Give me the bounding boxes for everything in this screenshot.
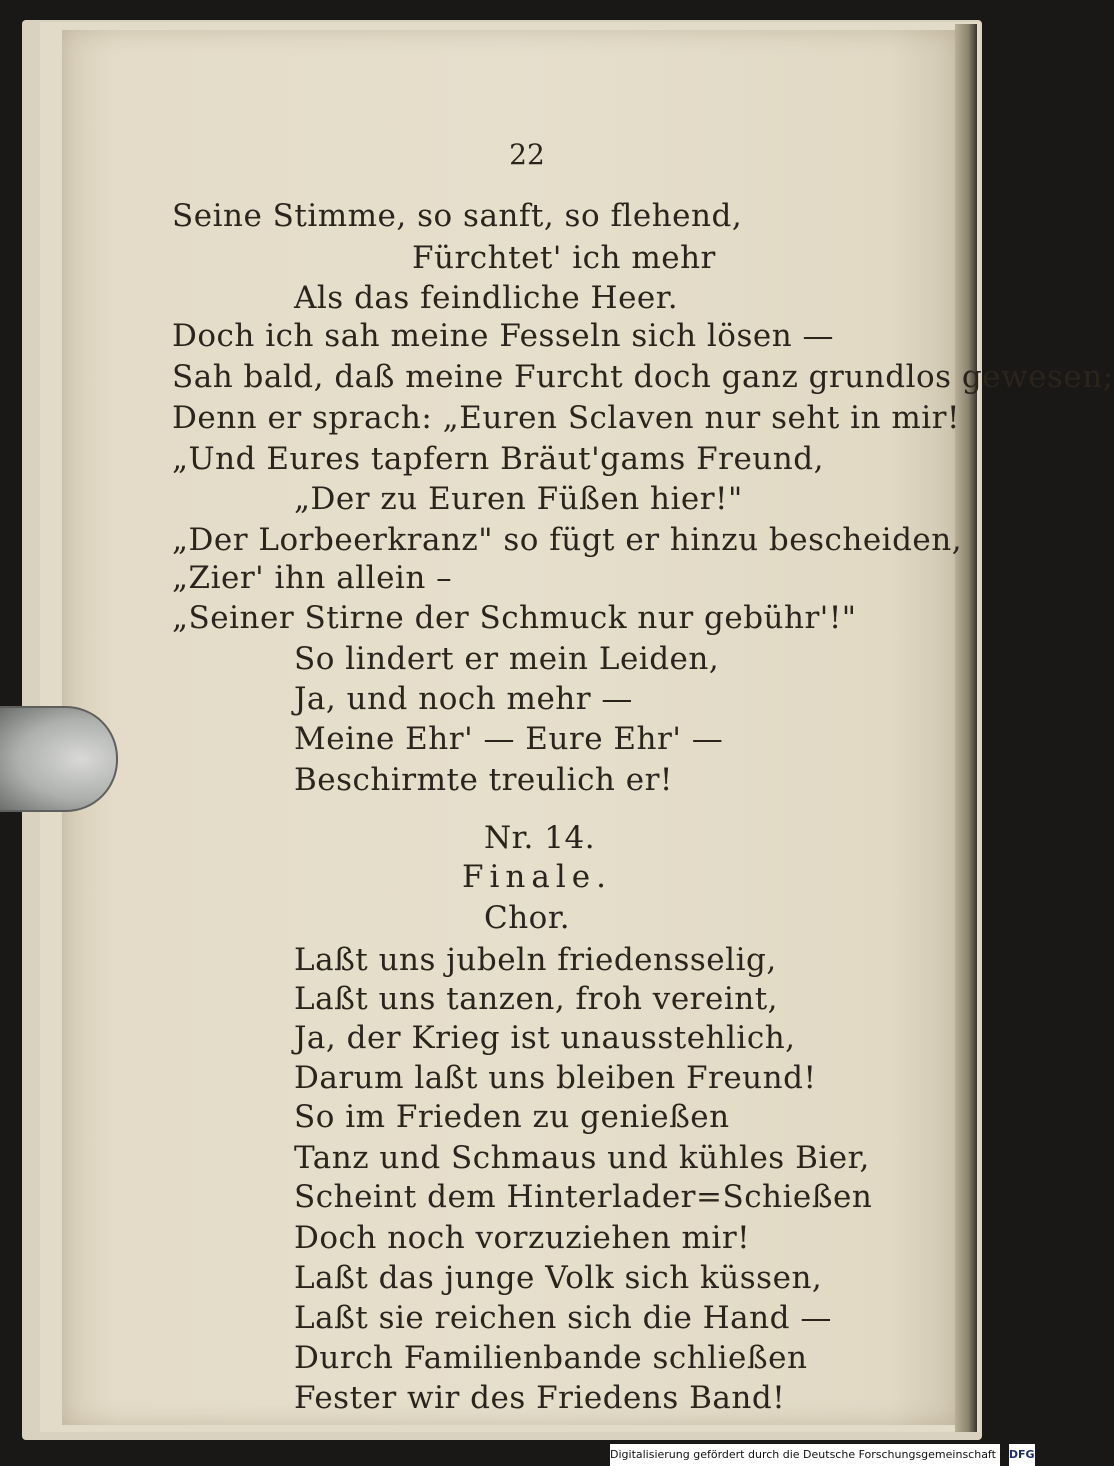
text-line: So lindert er mein Leiden, xyxy=(294,641,720,677)
text-line: Ja, der Krieg ist unausstehlich, xyxy=(294,1020,796,1056)
text-line: „Seiner Stirne der Schmuck nur gebühr'!" xyxy=(172,600,857,636)
text-line: Sah bald, daß meine Furcht doch ganz grundlos gewesen; xyxy=(172,359,1114,395)
text-line: Fürchtet' ich mehr xyxy=(412,240,716,276)
text-line: Beschirmte treulich er! xyxy=(294,762,673,798)
text-line: Fester wir des Friedens Band! xyxy=(294,1380,786,1416)
text-line: Darum laßt uns bleiben Freund! xyxy=(294,1060,817,1096)
text-line: Denn er sprach: „Euren Sclaven nur seht in mir! xyxy=(172,400,960,436)
text-line: Meine Ehr' — Eure Ehr' — xyxy=(294,721,724,757)
digitization-footer xyxy=(610,1444,1035,1466)
text-line: Scheint dem Hinterlader=Schießen xyxy=(294,1179,873,1215)
text-line: Als das feindliche Heer. xyxy=(294,280,679,316)
text-line: So im Frieden zu genießen xyxy=(294,1099,730,1135)
text-line: Doch noch vorzuziehen mir! xyxy=(294,1220,751,1256)
text-line: „Und Eures tapfern Bräut'gams Freund, xyxy=(172,441,824,477)
text-line: Laßt sie reichen sich die Hand — xyxy=(294,1300,832,1336)
page-number: 22 xyxy=(509,138,545,171)
text-line: Laßt uns tanzen, froh vereint, xyxy=(294,981,779,1017)
text-line: Durch Familienbande schließen xyxy=(294,1340,808,1376)
section-title: Finale. xyxy=(462,859,612,895)
text-line: Doch ich sah meine Fesseln sich lösen — xyxy=(172,318,835,354)
dfg-logo: DFG xyxy=(1009,1444,1035,1466)
text-line: Seine Stimme, so sanft, so flehend, xyxy=(172,198,743,234)
text-line: Ja, und noch mehr — xyxy=(294,681,633,717)
section-number: Nr. 14. xyxy=(484,820,596,856)
section-subtitle: Chor. xyxy=(484,900,571,936)
text-line: Laßt uns jubeln friedensselig, xyxy=(294,942,777,978)
text-line: „Der Lorbeerkranz" so fügt er hinzu bescheiden, xyxy=(172,522,963,558)
text-line: Tanz und Schmaus und kühles Bier, xyxy=(294,1140,870,1176)
text-line: „Zier' ihn allein – xyxy=(172,560,453,596)
footer-text: Digitalisierung gefördert durch die Deutsche Forschungsgemeinschaft - xyxy=(610,1448,1004,1461)
text-line: Laßt das junge Volk sich küssen, xyxy=(294,1260,823,1296)
text-line: „Der zu Euren Füßen hier!" xyxy=(294,481,743,517)
